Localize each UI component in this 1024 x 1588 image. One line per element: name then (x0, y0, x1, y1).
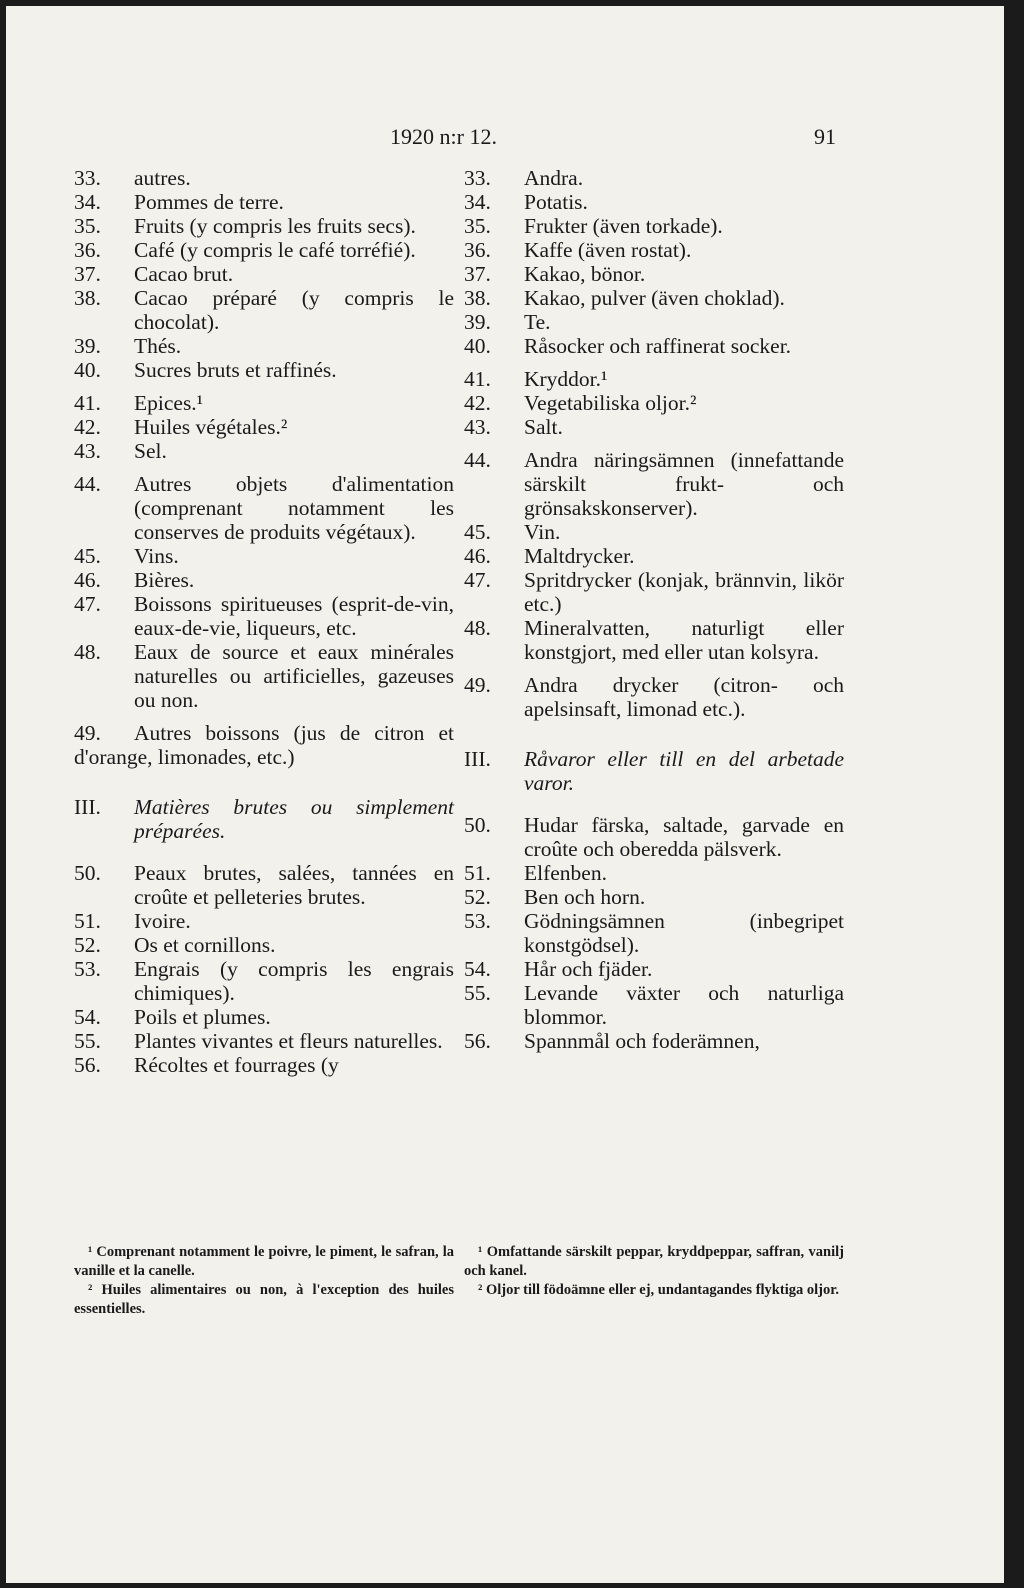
swedish-item (464, 909, 844, 957)
swedish-footnotes (464, 1243, 844, 1300)
item-text: Frukter (även torkade). (524, 214, 723, 238)
item-text: Råvaror eller till en del arbetade varor. (524, 747, 844, 795)
item-number: 47. (464, 568, 491, 592)
french-item (74, 909, 454, 933)
item-text: Huiles végétales.² (134, 415, 288, 439)
swedish-item (464, 262, 844, 286)
swedish-item (464, 190, 844, 214)
swedish-item (464, 214, 844, 238)
item-text: Andra näringsämnen (innefattande särskilt frukt- och grönsakskonserver). (524, 448, 844, 520)
item-number: 43. (464, 415, 491, 439)
item-text: Potatis. (524, 190, 588, 214)
french-item (74, 861, 454, 909)
french-item (74, 190, 454, 214)
item-text: Elfenben. (524, 861, 607, 885)
french-item (74, 391, 454, 415)
french-item (74, 1053, 454, 1077)
swedish-item (464, 286, 844, 310)
item-text: Sel. (134, 439, 167, 463)
item-text: Fruits (y compris les fruits secs). (134, 214, 416, 238)
item-number: 34. (74, 190, 101, 214)
item-number: 37. (464, 262, 491, 286)
french-item (74, 358, 454, 382)
item-number: III. (74, 795, 101, 819)
swedish-item (464, 861, 844, 885)
item-text: Engrais (y compris les engrais chimiques). (134, 957, 454, 1005)
item-number: 34. (464, 190, 491, 214)
item-number: 50. (464, 813, 491, 837)
french-item (74, 238, 454, 262)
item-number: 39. (464, 310, 491, 334)
item-number: 41. (464, 367, 491, 391)
item-number: 46. (74, 568, 101, 592)
item-number: 38. (74, 286, 101, 310)
french-item (74, 957, 454, 1005)
french-item (74, 262, 454, 286)
item-text: Kakao, pulver (även choklad). (524, 286, 785, 310)
item-number: 51. (74, 909, 101, 933)
swedish-item (464, 415, 844, 439)
item-number: 35. (464, 214, 491, 238)
item-text: Mineralvatten, naturligt eller konstgjort, med eller utan kolsyra. (524, 616, 844, 664)
french-item (74, 334, 454, 358)
item-number: 50. (74, 861, 101, 885)
french-item (74, 592, 454, 640)
french-item (74, 439, 454, 463)
french-item (74, 721, 454, 769)
item-number: 49. (464, 673, 491, 697)
item-number: 53. (74, 957, 101, 981)
item-number: 53. (464, 909, 491, 933)
item-text: Vegetabiliska oljor.² (524, 391, 697, 415)
item-number: III. (464, 747, 491, 771)
item-number: 40. (74, 358, 101, 382)
item-number: 44. (74, 472, 101, 496)
french-column (74, 166, 454, 1077)
item-text: Kaffe (även rostat). (524, 238, 692, 262)
item-text: Ivoire. (134, 909, 191, 933)
item-text: Matières brutes ou simplement préparées. (134, 795, 454, 843)
item-text: Te. (524, 310, 551, 334)
item-text: Cacao brut. (134, 262, 234, 286)
item-text: Hår och fjäder. (524, 957, 653, 981)
item-number: 43. (74, 439, 101, 463)
french-item (74, 933, 454, 957)
swedish-item (464, 334, 844, 358)
item-text: Ben och horn. (524, 885, 646, 909)
item-text: Pommes de terre. (134, 190, 284, 214)
item-text: Peaux brutes, salées, tannées en croûte et pelleteries brutes. (134, 861, 454, 909)
item-number: 55. (74, 1029, 101, 1053)
item-number: 42. (74, 415, 101, 439)
french-item (74, 166, 454, 190)
item-text: Andra drycker (citron- och apelsinsaft, limonad etc.). (524, 673, 844, 721)
swedish-item (464, 310, 844, 334)
page-header (6, 124, 1004, 154)
swedish-item (464, 367, 844, 391)
item-text: Vins. (134, 544, 179, 568)
swedish-item (464, 957, 844, 981)
french-item (74, 568, 454, 592)
item-text: Café (y compris le café torréfié). (134, 238, 416, 262)
item-text: Levande växter och naturliga blommor. (524, 981, 844, 1029)
item-number: 37. (74, 262, 101, 286)
item-text: Sucres bruts et raffinés. (134, 358, 337, 382)
page-number: 91 (814, 124, 836, 149)
footnote: ² Huiles alimentaires ou non, à l'exception des huiles essentielles. (74, 1282, 454, 1317)
item-text: Cacao préparé (y compris le chocolat). (134, 286, 454, 334)
item-number: 54. (464, 957, 491, 981)
item-number: 54. (74, 1005, 101, 1029)
swedish-item (464, 238, 844, 262)
item-number: 52. (74, 933, 101, 957)
footnote: ² Oljor till födoämne eller ej, undantagandes flyktiga oljor. (478, 1282, 839, 1298)
item-text: Os et cornillons. (134, 933, 276, 957)
item-text: Autres boissons (jus de citron et d'orange, limonades, etc.) (74, 721, 454, 769)
item-number: 55. (464, 981, 491, 1005)
swedish-item (464, 520, 844, 544)
french-item (74, 214, 454, 238)
item-text: Spannmål och foderämnen, (524, 1029, 760, 1053)
item-text: Eaux de source et eaux minérales naturelles ou artificielles, gazeuses ou non. (134, 640, 454, 712)
swedish-section-heading (464, 747, 844, 795)
item-number: 42. (464, 391, 491, 415)
item-text: Autres objets d'alimentation (comprenant notamment les conserves de produits végétaux). (134, 472, 454, 544)
item-text: Andra. (524, 166, 584, 190)
item-text: Kryddor.¹ (524, 367, 608, 391)
item-text: Boissons spiritueuses (esprit-de-vin, eaux-de-vie, liqueurs, etc. (134, 592, 454, 640)
footnote: ¹ Comprenant notamment le poivre, le piment, le safran, la vanille et la canelle. (74, 1244, 454, 1279)
item-text: Råsocker och raffinerat socker. (524, 334, 792, 358)
swedish-item (464, 391, 844, 415)
french-item (74, 1029, 454, 1053)
swedish-item (464, 1029, 844, 1053)
item-text: Hudar färska, saltade, garvade en croûte och oberedda pälsverk. (524, 813, 844, 861)
swedish-item (464, 568, 844, 616)
item-number: 46. (464, 544, 491, 568)
item-text: Thés. (134, 334, 182, 358)
swedish-item (464, 544, 844, 568)
item-number: 48. (74, 640, 101, 664)
item-number: 44. (464, 448, 491, 472)
item-number: 35. (74, 214, 101, 238)
page (6, 6, 1004, 1583)
item-number: 45. (74, 544, 101, 568)
item-number: 52. (464, 885, 491, 909)
swedish-item (464, 981, 844, 1029)
item-text: Maltdrycker. (524, 544, 635, 568)
item-text: Spritdrycker (konjak, brännvin, likör etc.) (524, 568, 844, 616)
item-number: 33. (74, 166, 101, 190)
swedish-item (464, 813, 844, 861)
item-number: 40. (464, 334, 491, 358)
item-text: Récoltes et fourrages (y (134, 1053, 339, 1077)
item-number: 51. (464, 861, 491, 885)
french-item (74, 415, 454, 439)
item-text: Vin. (524, 520, 561, 544)
item-number: 47. (74, 592, 101, 616)
item-number: 49. (74, 721, 101, 745)
french-item (74, 1005, 454, 1029)
item-text: Poils et plumes. (134, 1005, 271, 1029)
french-footnotes (74, 1243, 454, 1319)
item-number: 36. (74, 238, 101, 262)
item-number: 45. (464, 520, 491, 544)
item-number: 36. (464, 238, 491, 262)
item-number: 56. (74, 1053, 101, 1077)
french-item (74, 472, 454, 544)
french-section-heading (74, 795, 454, 843)
swedish-item (464, 166, 844, 190)
item-number: 41. (74, 391, 101, 415)
item-number: 38. (464, 286, 491, 310)
issue-label: 1920 n:r 12. (390, 124, 497, 149)
item-text: Plantes vivantes et fleurs naturelles. (134, 1029, 443, 1053)
french-item (74, 544, 454, 568)
swedish-item (464, 616, 844, 664)
item-text: Gödningsämnen (inbegripet konstgödsel). (524, 909, 844, 957)
item-text: Salt. (524, 415, 563, 439)
swedish-item (464, 885, 844, 909)
item-number: 56. (464, 1029, 491, 1053)
item-text: Bières. (134, 568, 195, 592)
swedish-item (464, 673, 844, 721)
swedish-column (464, 166, 844, 1053)
swedish-item (464, 448, 844, 520)
french-item (74, 286, 454, 334)
footnote: ¹ Omfattande särskilt peppar, kryddpeppar, saffran, vanilj och kanel. (464, 1244, 844, 1279)
item-text: Kakao, bönor. (524, 262, 646, 286)
item-number: 48. (464, 616, 491, 640)
item-text: Epices.¹ (134, 391, 204, 415)
item-number: 39. (74, 334, 101, 358)
french-item (74, 640, 454, 712)
item-number: 33. (464, 166, 491, 190)
item-text: autres. (134, 166, 191, 190)
